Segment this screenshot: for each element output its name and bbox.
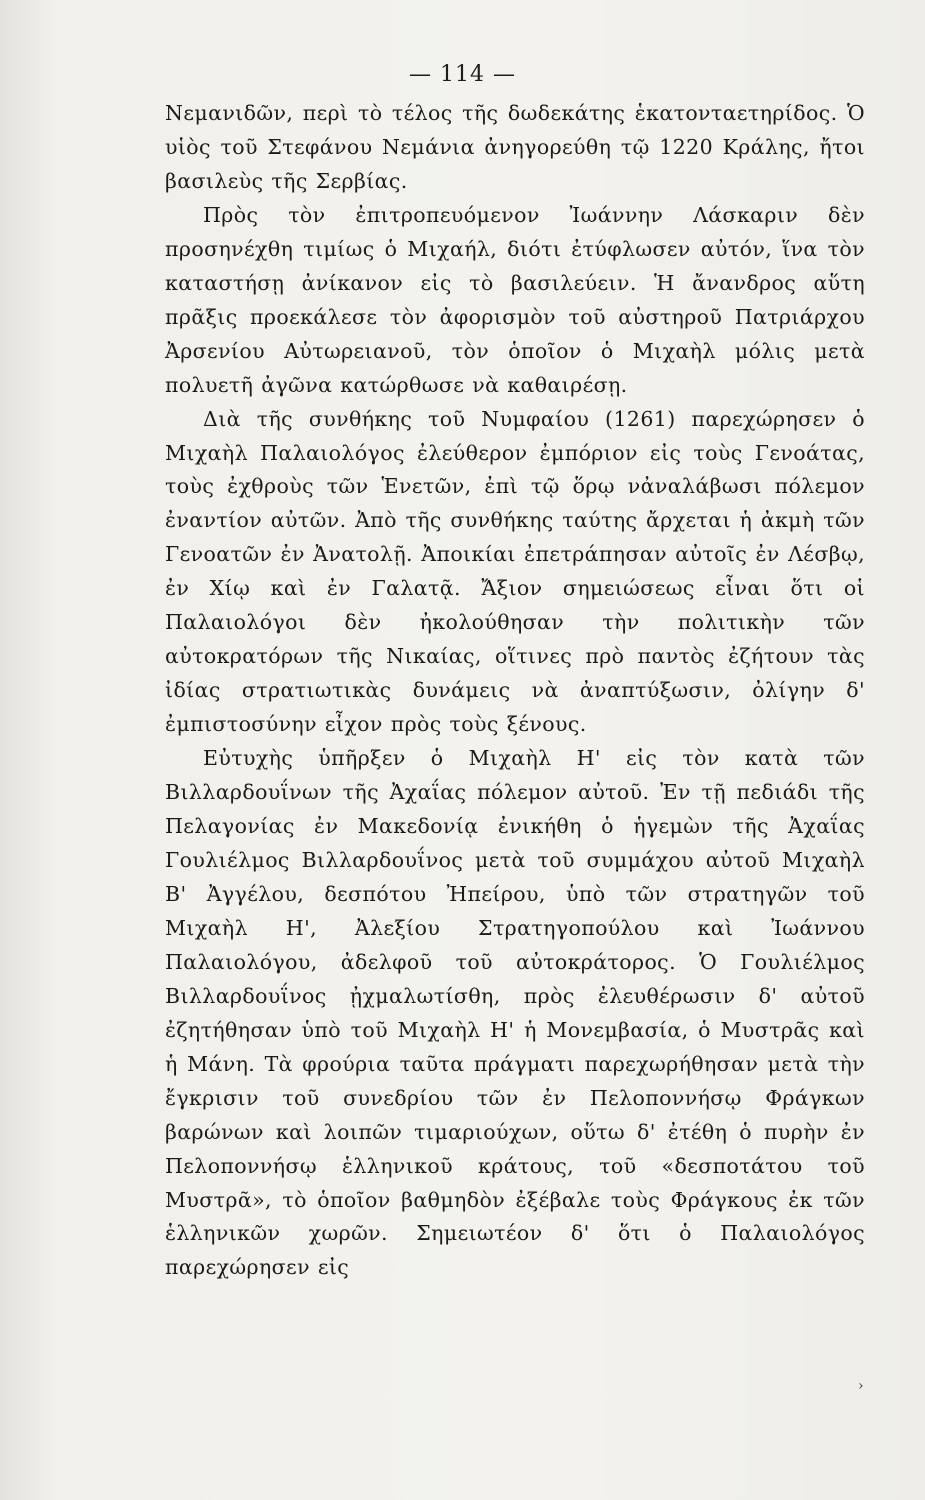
paragraph-3: Διὰ τῆς συνθήκης τοῦ Νυμφαίου (1261) παρεχώρησεν ὁ Μιχαὴλ Παλαιολόγος ἐλεύθερον ἐμπόριον εἰς τοὺς Γενοάτας, τοὺς ἐχθροὺς τῶν Ἑνετῶν, ἐπὶ τῷ ὅρῳ νἀναλάβωσι πόλεμον ἐναντίον αὐτῶν. Ἀπὸ τῆς συνθήκης ταύτης ἄρχεται ἡ ἀκμὴ τῶν Γενοατῶν ἐν Ἀνατολῇ. Ἀποικίαι ἐπετράπησαν αὐτοῖς ἐν Λέσβῳ, ἐν Χίῳ καὶ ἐν Γαλατᾷ. Ἄξιον σημειώσεως εἶναι ὅτι οἱ Παλαιολόγοι δὲν ἠκολούθησαν τὴν πολιτικὴν τῶν αὐτοκρατόρων τῆς Νικαίας, οἵτινες πρὸ παντὸς ἐζήτουν τὰς ἰδίας στρατιωτικὰς δυνάμεις νὰ ἀναπτύξωσιν, ὀλίγην δ' ἐμπιστοσύνην εἶχον πρὸς τοὺς ξένους. xyxy=(165,406,865,737)
paragraph-4: Εὐτυχὴς ὑπῆρξεν ὁ Μιχαὴλ Η' εἰς τὸν κατὰ τῶν Βιλλαρδουΐνων τῆς Ἀχαΐας πόλεμον αὐτοῦ. Ἐν τῇ πεδιάδι τῆς Πελαγονίας ἐν Μακεδονίᾳ ἐνικήθη ὁ ἡγεμὼν τῆς Ἀχαΐας Γουλιέλμος Βιλλαρδουΐνος μετὰ τοῦ συμμάχου αὐτοῦ Μιχαὴλ Β' Ἀγγέλου, δεσπότου Ἠπείρου, ὑπὸ τῶν στρατηγῶν τοῦ Μιχαὴλ Η', Ἀλεξίου Στρατηγοπούλου καὶ Ἰωάννου Παλαιολόγου, ἀδελφοῦ τοῦ αὐτοκράτορος. Ὁ Γουλιέλμος Βιλλαρδουΐνος ᾐχμαλωτίσθη, πρὸς ἐλευθέρωσιν δ' αὐτοῦ ἐζητήθησαν ὑπὸ τοῦ Μιχαὴλ Η' ἡ Μονεμβασία, ὁ Μυστρᾶς καὶ ἡ Μάνη. Τὰ φρούρια ταῦτα πράγματι παρεχωρήθησαν μετὰ τὴν ἔγκρισιν τοῦ συνεδρίου τῶν ἐν Πελοποννήσῳ Φράγκων βαρώνων καὶ λοιπῶν τιμαριούχων, οὕτω δ' ἐτέθη ὁ πυρὴν ἐν Πελοποννήσῳ ἑλληνικοῦ κράτους, τοῦ «δεσποτάτου τοῦ Μυστρᾶ», τὸ ὁποῖον βαθμηδὸν ἐξέβαλε τοὺς Φράγκους ἐκ τῶν ἑλληνικῶν χωρῶν. Σημειωτέον δ' ὅτι ὁ Παλαιολόγος παρεχώρησεν εἰς xyxy=(165,746,865,1280)
paragraph-1: Νεμανιδῶν, περὶ τὸ τέλος τῆς δωδεκάτης ἑκατονταετηρίδος. Ὁ υἱὸς τοῦ Στεφάνου Νεμάνια ἀνηγορεύθη τῷ 1220 Κράλης, ἤτοι βασιλεὺς τῆς Σερβίας. xyxy=(165,101,865,193)
margin-mark: › xyxy=(858,1378,864,1394)
page-number: — 114 — xyxy=(409,62,516,87)
paragraph-2: Πρὸς τὸν ἐπιτροπευόμενον Ἰωάννην Λάσκαριν δὲν προσηνέχθη τιμίως ὁ Μιχαήλ, διότι ἐτύφλωσεν αὐτόν, ἵνα τὸν καταστήσῃ ἀνίκανον εἰς τὸ βασιλεύειν. Ἡ ἄνανδρος αὕτη πρᾶξις προεκάλεσε τὸν ἀφορισμὸν τοῦ αὐστηροῦ Πατριάρχου Ἀρσενίου Αὐτωρειανοῦ, τὸν ὁποῖον ὁ Μιχαὴλ μόλις μετὰ πολυετῆ ἀγῶνα κατώρθωσε νὰ καθαιρέσῃ. xyxy=(165,202,865,397)
body-text xyxy=(165,97,865,1285)
